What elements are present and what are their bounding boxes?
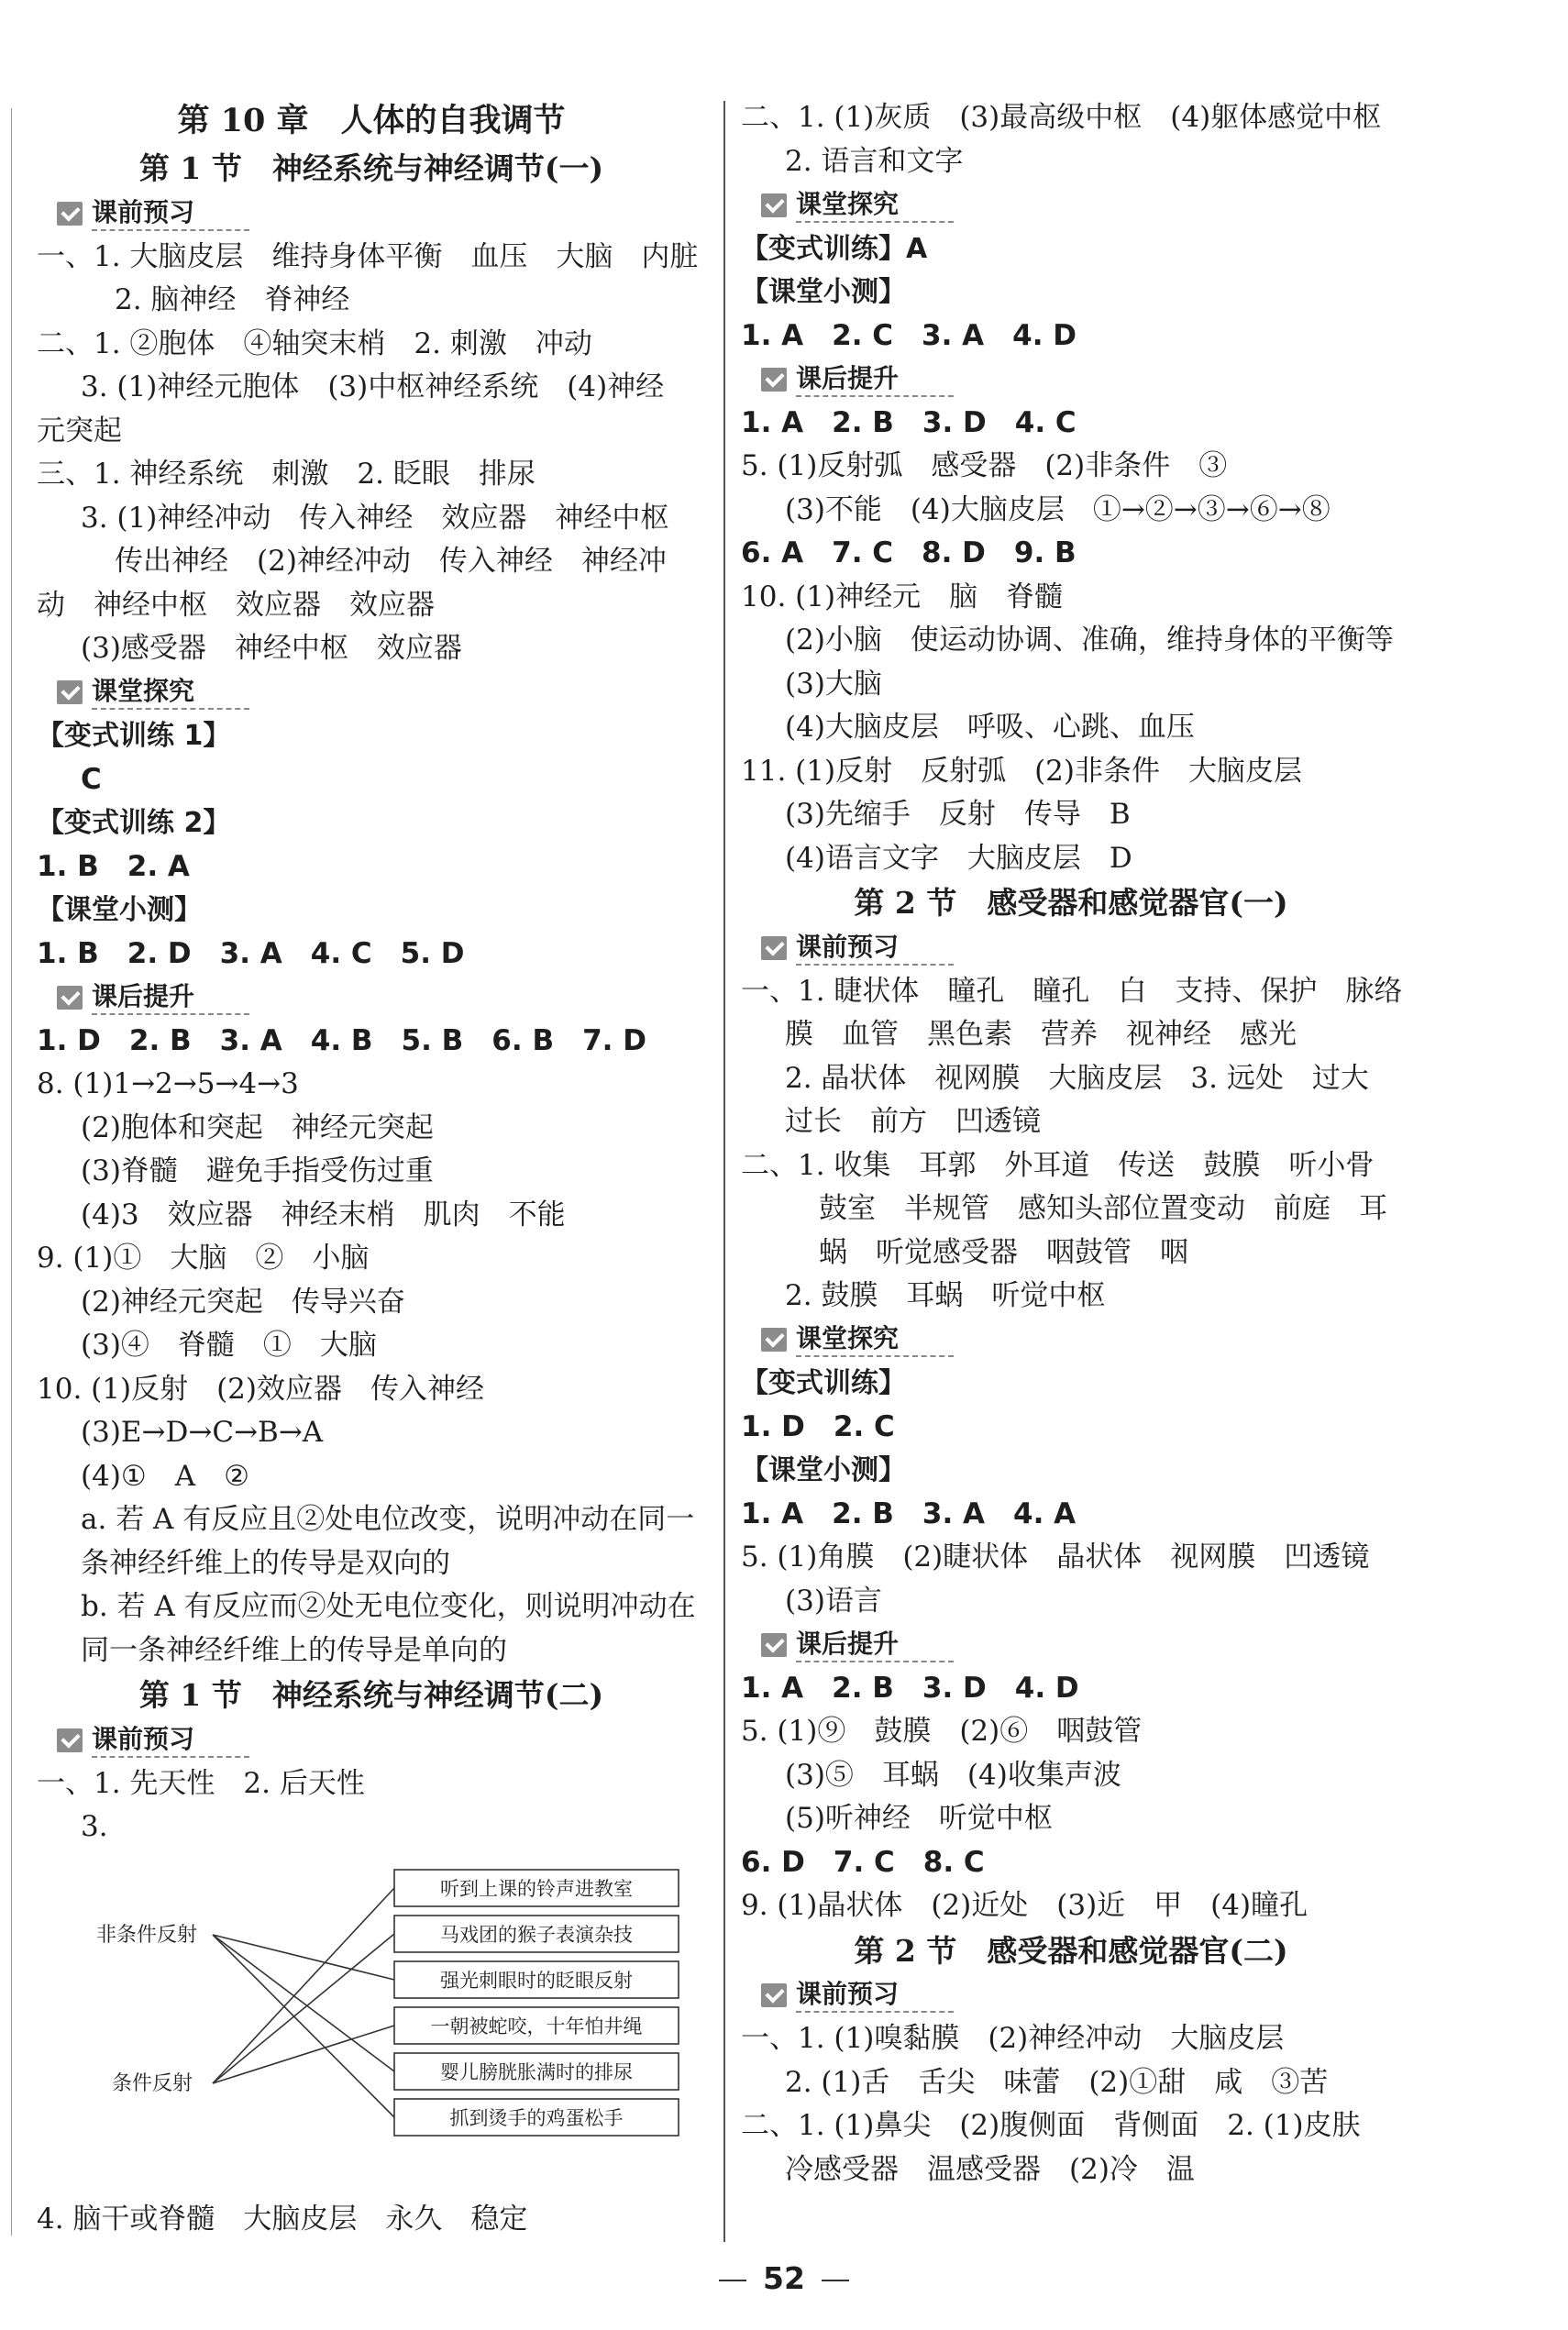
answer-line: 3. (1)神经元胞体 (3)中枢神经系统 (4)神经 (81, 370, 665, 403)
subsection-header: 课前预习 (37, 1718, 706, 1762)
answer-line: 6. D 7. C 8. C (741, 1845, 985, 1879)
match-line (213, 1935, 394, 1980)
answer-line: 5. (1)⑨ 鼓膜 (2)⑥ 咽鼓管 (741, 1715, 1143, 1748)
subsection-header: 课堂探究 (741, 1319, 1401, 1363)
answer-line: 同一条神经纤维上的传导是单向的 (81, 1633, 507, 1667)
subsection-header: 课后提升 (741, 358, 1401, 402)
answer-line: 2. (1)舌 舌尖 味蕾 (2)①甜 咸 ③苦 (785, 2065, 1329, 2099)
answer-line: 膜 血管 黑色素 营养 视神经 感光 (785, 1018, 1297, 1051)
answer-line: 2. 鼓膜 耳蜗 听觉中枢 (785, 1279, 1106, 1312)
answer-line: (2)神经元突起 传导兴奋 (81, 1285, 405, 1319)
column-divider (723, 101, 725, 2242)
checkmark-icon (57, 202, 83, 226)
answer-line: (2)胞体和突起 神经元突起 (81, 1110, 434, 1144)
diagram-box-label: 强光刺眼时的眨眼反射 (440, 1969, 633, 1992)
answer-line: 8. (1)1→2→5→4→3 (37, 1067, 299, 1100)
section-title: 第 1 节 神经系统与神经调节(一) (138, 150, 604, 186)
answer-line: a. 若 A 有反应且②处电位改变，说明冲动在同一 (81, 1503, 695, 1536)
answer-line: 1. D 2. C (741, 1409, 895, 1443)
bracket-heading: 【课堂小测】 (37, 894, 202, 926)
answer-line: (3)先缩手 反射 传导 B (785, 798, 1131, 831)
answer-line: 条神经纤维上的传导是双向的 (81, 1546, 450, 1580)
answer-line: 5. (1)反射弧 感受器 (2)非条件 ③ (741, 449, 1228, 482)
bracket-heading: 【课堂小测】 (741, 1454, 906, 1486)
diagram-box-label: 听到上课的铃声进教室 (440, 1877, 633, 1900)
answer-line: 5. (1)角膜 (2)睫状体 晶状体 视网膜 凹透镜 (741, 1540, 1370, 1574)
checkmark-icon (761, 193, 787, 217)
answer-line: (3)④ 脊髓 ① 大脑 (81, 1329, 377, 1362)
matching-diagram (37, 1850, 706, 2198)
answer-line: 3. (81, 1810, 108, 1843)
checkmark-icon (761, 1633, 787, 1657)
answer-line: 二、1. ②胞体 ④轴突末梢 2. 刺激 冲动 (37, 326, 592, 360)
answer-line: 传出神经 (2)神经冲动 传入神经 神经冲 (115, 545, 667, 578)
footer-dash (822, 2280, 849, 2281)
answer-line: (3)感受器 神经中枢 效应器 (81, 632, 462, 665)
bracket-heading: 【变式训练】A (741, 232, 928, 265)
answer-line: (3)脊髓 避免手指受伤过重 (81, 1154, 434, 1187)
match-line (213, 1934, 394, 2083)
diagram-box-label: 婴儿膀胱胀满时的排尿 (440, 2060, 633, 2083)
answer-line: 二、1. (1)灰质 (3)最高级中枢 (4)躯体感觉中枢 (741, 101, 1382, 134)
checkmark-icon (761, 936, 787, 960)
bracket-heading: 【变式训练 2】 (37, 807, 231, 839)
answer-line: 10. (1)反射 (2)效应器 传入神经 (37, 1372, 484, 1406)
answer-line: (5)听神经 听觉中枢 (785, 1802, 1053, 1835)
answer-line: 一、1. 睫状体 瞳孔 瞳孔 白 支持、保护 脉络 (741, 974, 1403, 1008)
checkmark-icon (761, 1983, 787, 2007)
answer-line: 二、1. (1)鼻尖 (2)腹侧面 背侧面 2. (1)皮肤 (741, 2109, 1361, 2142)
answer-line: (2)小脑 使运动协调、准确，维持身体的平衡等 (785, 624, 1394, 657)
answer-line: 过长 前方 凹透镜 (785, 1105, 1041, 1138)
footer-dash (719, 2280, 746, 2281)
answer-line: 2. 语言和文字 (785, 144, 964, 178)
subsection-header: 课后提升 (37, 976, 706, 1020)
answer-line: 鼓室 半规管 感知头部位置变动 前庭 耳 (819, 1192, 1387, 1225)
answer-line: (3)不能 (4)大脑皮层 ①→②→③→⑥→⑧ (785, 492, 1331, 526)
answer-line: 3. (1)神经冲动 传入神经 效应器 神经中枢 (81, 501, 669, 535)
chapter-title: 第 10 章 人体的自我调节 (177, 102, 566, 139)
diagram-box-label: 一朝被蛇咬，十年怕井绳 (430, 2015, 643, 2037)
diagram-box-label: 马戏团的猴子表演杂技 (440, 1923, 633, 1946)
answer-line: 元突起 (37, 414, 122, 447)
answer-line: 三、1. 神经系统 刺激 2. 眨眼 排尿 (37, 458, 536, 491)
answer-line: 6. A 7. C 8. D 9. B (741, 536, 1077, 569)
subsection-header: 课后提升 (741, 1623, 1401, 1667)
label-unconditioned: 非条件反射 (96, 1923, 198, 1947)
answer-line: (4)3 效应器 神经末梢 肌肉 不能 (81, 1198, 566, 1231)
answer-line: 2. 晶状体 视网膜 大脑皮层 3. 远处 过大 (785, 1061, 1369, 1095)
left-column (37, 96, 706, 2241)
subsection-header: 课堂探究 (37, 671, 706, 715)
section-title: 第 2 节 感受器和感觉器官(一) (854, 885, 1288, 921)
answer-line: (4)大脑皮层 呼吸、心跳、血压 (785, 711, 1195, 744)
answer-line: C (81, 762, 102, 796)
subsection-header: 课前预习 (37, 192, 706, 236)
label-conditioned: 条件反射 (112, 2071, 193, 2095)
answer-line: 蜗 听觉感受器 咽鼓管 咽 (819, 1235, 1188, 1269)
answer-line: 1. B 2. A (37, 849, 190, 883)
answer-line: (3)语言 (785, 1584, 882, 1618)
checkmark-icon (761, 1328, 787, 1352)
match-line (213, 1935, 394, 2071)
answer-line: 1. A 2. B 3. D 4. D (741, 1671, 1079, 1705)
answer-line: 11. (1)反射 反射弧 (2)非条件 大脑皮层 (741, 754, 1302, 788)
answer-line: 1. A 2. B 3. D 4. C (741, 405, 1077, 439)
answer-line: 9. (1)晶状体 (2)近处 (3)近 甲 (4)瞳孔 (741, 1889, 1309, 1922)
subsection-header: 课前预习 (741, 926, 1401, 970)
answer-line: b. 若 A 有反应而②处无电位变化，则说明冲动在 (81, 1590, 696, 1623)
bracket-heading: 【变式训练 1】 (37, 720, 231, 752)
matching-diagram-svg (37, 1850, 706, 2198)
answer-line: 1. B 2. D 3. A 4. C 5. D (37, 936, 465, 970)
answer-line: 1. A 2. C 3. A 4. D (741, 318, 1077, 352)
answer-line: (3)大脑 (785, 667, 882, 701)
answer-line: 4. 脑干或脊髓 大脑皮层 永久 稳定 (37, 2202, 528, 2236)
checkmark-icon (57, 986, 83, 1010)
answer-line: (3)E→D→C→B→A (81, 1416, 324, 1449)
answer-line: 1. A 2. B 3. A 4. A (741, 1496, 1077, 1530)
subsection-header: 课堂探究 (741, 183, 1401, 227)
answer-line: 1. D 2. B 3. A 4. B 5. B 6. B 7. D (37, 1023, 646, 1057)
match-line (213, 1935, 394, 2117)
answer-line: (3)⑤ 耳蜗 (4)收集声波 (785, 1758, 1121, 1792)
diagram-box-label: 抓到烫手的鸡蛋松手 (449, 2106, 624, 2129)
page-footer (0, 2260, 1568, 2296)
answer-line: 9. (1)① 大脑 ② 小脑 (37, 1242, 370, 1275)
bracket-heading: 【课堂小测】 (741, 276, 906, 308)
answer-line: (4)① A ② (81, 1459, 249, 1493)
subsection-header: 课前预习 (741, 1974, 1401, 2018)
checkmark-icon (57, 680, 83, 704)
answer-line: 二、1. 收集 耳郭 外耳道 传送 鼓膜 听小骨 (741, 1148, 1375, 1182)
checkmark-icon (761, 368, 787, 392)
answer-line: 一、1. 先天性 2. 后天性 (37, 1766, 365, 1800)
answer-line: 一、1. (1)嗅黏膜 (2)神经冲动 大脑皮层 (741, 2022, 1285, 2055)
answer-line: 冷感受器 温感受器 (2)冷 温 (785, 2152, 1195, 2186)
checkmark-icon (57, 1728, 83, 1752)
section-title: 第 1 节 神经系统与神经调节(二) (138, 1677, 604, 1713)
page-number: 52 (763, 2260, 805, 2296)
right-column (741, 96, 1401, 2192)
answer-line: (4)语言文字 大脑皮层 D (785, 841, 1132, 875)
left-margin-rule (11, 108, 12, 2236)
answer-line: 动 神经中枢 效应器 效应器 (37, 588, 435, 622)
answer-line: 一、1. 大脑皮层 维持身体平衡 血压 大脑 内脏 (37, 239, 699, 273)
answer-line: 10. (1)神经元 脑 脊髓 (741, 580, 1064, 613)
section-title: 第 2 节 感受器和感觉器官(二) (854, 1932, 1288, 1969)
answer-line: 2. 脑神经 脊神经 (115, 283, 350, 316)
bracket-heading: 【变式训练】 (741, 1367, 906, 1399)
